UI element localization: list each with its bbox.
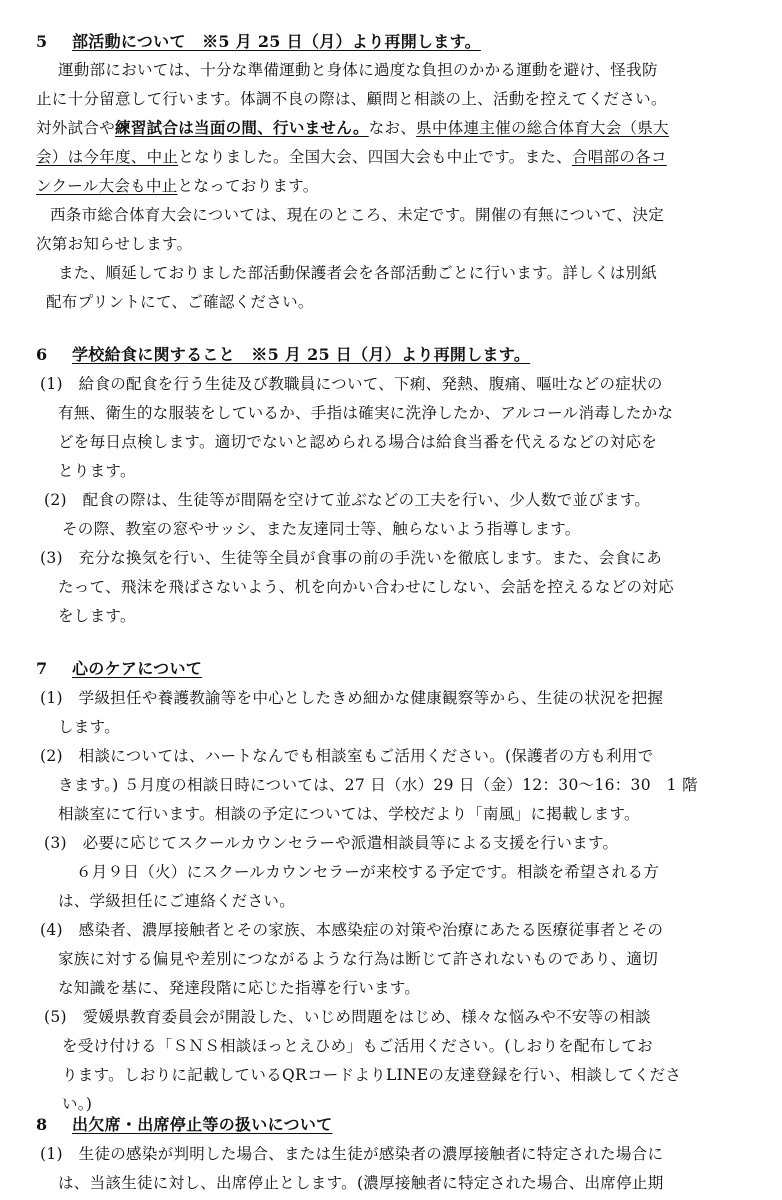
paragraph-line: 次第お知らせします。 xyxy=(36,235,193,253)
underlined-text: 合唱部の各コ xyxy=(571,148,667,166)
list-item-line: (1) 生徒の感染が判明した場合、または生徒が感染者の濃厚接触者に特定された場合に xyxy=(40,1145,664,1163)
list-item-line: (3) 充分な換気を行い、生徒等全員が食事の前の手洗いを徹底します。また、会食にあ xyxy=(40,549,663,567)
underlined-text: 会）は今年度、中止 xyxy=(36,148,179,166)
list-item-line: たって、飛沫を飛ばさないよう、机を向かい合わせにしない、会話を控えるなどの対応 xyxy=(58,578,674,596)
paragraph-line xyxy=(36,116,669,140)
section-title: 出欠席・出席停止等の扱いについて xyxy=(72,1115,333,1134)
list-item-line: 相談室にて行います。相談の予定については、学校だより「南風」に掲載します。 xyxy=(58,805,640,823)
list-item-line: (2) 相談については、ハートなんでも相談室もご活用ください。(保護者の方も利用で xyxy=(40,747,654,765)
section-title: 部活動について ※5 月 25 日（月）より再開します。 xyxy=(72,32,481,51)
list-item-line: (1) 学級担任や養護教諭等を中心としたきめ細かな健康観察等から、生徒の状況を把握 xyxy=(40,689,664,707)
paragraph-line: また、順延しておりました部活動保護者会を各部活動ごとに行います。詳しくは別紙 xyxy=(58,264,658,282)
list-item-line: ６月９日（火）にスクールカウンセラーが来校する予定です。相談を希望される方 xyxy=(76,863,660,881)
section-title: 心のケアについて xyxy=(72,659,203,678)
list-item-line: その際、教室の窓やサッシ、また友達同士等、触らないよう指導します。 xyxy=(62,520,581,538)
section-7-heading xyxy=(36,657,202,681)
text-run: なお、 xyxy=(368,119,417,137)
list-item-line: (1) 給食の配食を行う生徒及び教職員について、下痢、発熱、腹痛、嘔吐などの症状の xyxy=(40,375,663,393)
section-title: 学校給食に関すること ※5 月 25 日（月）より再開します。 xyxy=(72,345,531,364)
list-item-line: きます。) ５月度の相談日時については、27 日（水）29 日（金）12：30～16：30 1 階 xyxy=(58,776,698,794)
list-item-line: は、当該生徒に対し、出席停止とします。(濃厚接触者に特定された場合、出席停止期 xyxy=(58,1174,664,1192)
paragraph-line: 配布プリントにて、ご確認ください。 xyxy=(46,293,314,311)
section-number: 7 xyxy=(36,659,48,678)
list-item-line: ります。しおりに記載しているQRコードよりLINEの友達登録を行い、相談してくださ xyxy=(62,1066,682,1084)
list-item-line: (3) 必要に応じてスクールカウンセラーや派遣相談員等による支援を行います。 xyxy=(44,834,619,852)
underlined-text: ンクール大会も中止 xyxy=(36,177,178,195)
paragraph-line xyxy=(36,145,667,169)
text-run: となりました。全国大会、四国大会も中止です。また、 xyxy=(178,148,572,166)
section-6-heading xyxy=(36,343,530,367)
section-5-heading xyxy=(36,30,481,54)
underlined-text: 県中体連主催の総合体育大会（県大 xyxy=(416,119,669,137)
list-item-line: (4) 感染者、濃厚接触者とその家族、本感染症の対策や治療にあたる医療従事者とその xyxy=(40,921,664,939)
text-run: となっております。 xyxy=(177,177,319,195)
list-item-line: な知識を基に、発達段階に応じた指導を行います。 xyxy=(58,979,421,997)
section-number: 6 xyxy=(36,345,48,364)
list-item-line: します。 xyxy=(58,718,120,736)
list-item-line: どを毎日点検します。適切でないと認められる場合は給食当番を代えるなどの対応を xyxy=(58,433,658,451)
section-8-heading xyxy=(36,1113,332,1137)
paragraph-line xyxy=(36,174,319,198)
emphasis-text: 練習試合は当面の間、行いません。 xyxy=(115,118,369,137)
list-item-line: とります。 xyxy=(58,462,136,480)
list-item-line: (2) 配食の際は、生徒等が間隔を空けて並ぶなどの工夫を行い、少人数で並びます。 xyxy=(44,491,651,509)
list-item-line: い。) xyxy=(62,1095,93,1113)
list-item-line: をします。 xyxy=(58,607,136,625)
list-item-line: は、学級担任にご連絡ください。 xyxy=(58,892,296,910)
section-number: 5 xyxy=(36,32,48,51)
list-item-line: (5) 愛媛県教育委員会が開設した、いじめ問題をはじめ、様々な悩みや不安等の相談 xyxy=(44,1008,651,1026)
section-number: 8 xyxy=(36,1115,48,1134)
list-item-line: 有無、衛生的な服装をしているか、手指は確実に洗浄したか、アルコール消毒したかな xyxy=(58,404,674,422)
list-item-line: 家族に対する偏見や差別につながるような行為は断じて許されないものであり、適切 xyxy=(58,950,659,968)
paragraph-line: 西条市総合体育大会については、現在のところ、未定です。開催の有無について、決定 xyxy=(50,206,665,224)
text-run: 対外試合や xyxy=(36,119,116,137)
paragraph-line: 止に十分留意して行います。体調不良の際は、顧問と相談の上、活動を控えてください。 xyxy=(36,90,667,108)
paragraph-line: 運動部においては、十分な準備運動と身体に過度な負担のかかる運動を避け、怪我防 xyxy=(58,61,658,79)
list-item-line: を受け付ける「ＳＮＳ相談ほっとえひめ」もご活用ください。(しおりを配布してお xyxy=(62,1037,653,1055)
